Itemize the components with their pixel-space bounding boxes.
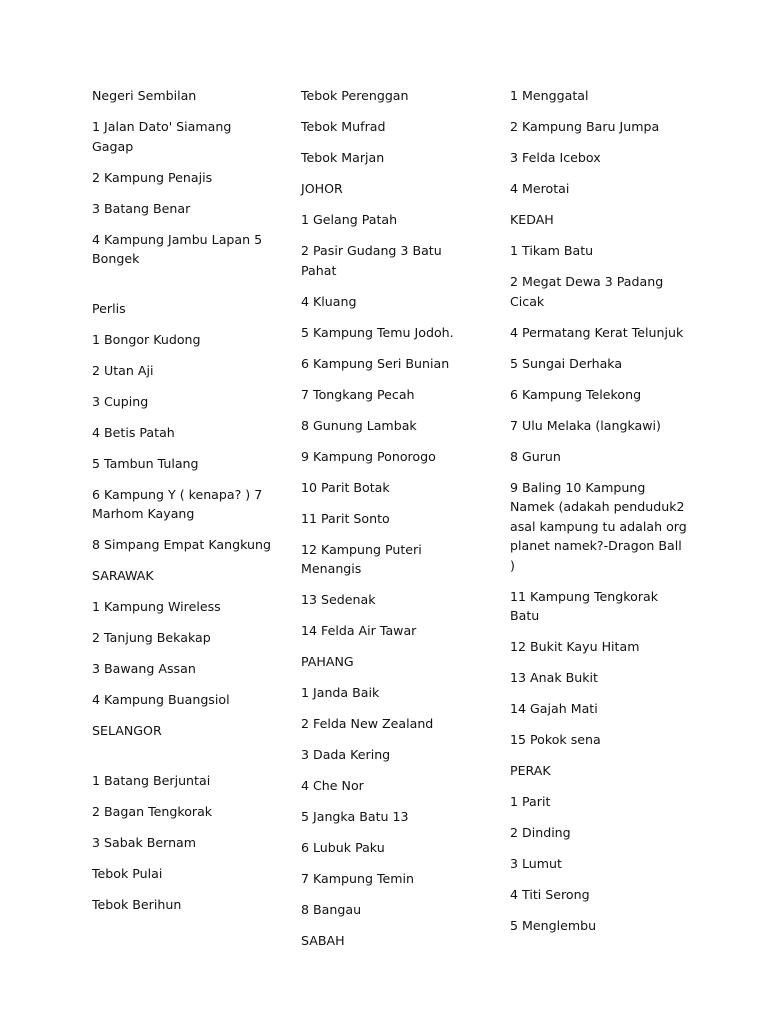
list-item: 6 Kampung Seri Bunian [301, 355, 450, 371]
list-item: 10 Parit Botak [301, 479, 390, 495]
column-3 [510, 86, 690, 947]
list-item: 12 Kampung Puteri Menangis [301, 541, 422, 576]
list-item: 4 Kampung Buangsiol [92, 692, 230, 707]
list-item: 4 Kluang [301, 293, 357, 309]
list-item: 3 Bawang Assan [92, 661, 196, 676]
list-item: 2 Megat Dewa 3 Padang Cicak [510, 274, 664, 309]
list-item: 5 Tambun Tulang [92, 455, 199, 471]
section-heading: PAHANG [301, 654, 354, 669]
list-item: 13 Sedenak [301, 592, 376, 607]
list-item: 1 Batang Berjuntai [92, 772, 211, 788]
list-item: 3 Lumut [510, 856, 562, 871]
list-item: 1 Menggatal [510, 88, 589, 103]
list-item: 2 Felda New Zealand [301, 716, 434, 731]
list-item: 4 Betis Patah [92, 424, 175, 440]
list-item: 5 Jangka Batu 13 [301, 809, 409, 824]
list-item: 13 Anak Bukit [510, 670, 598, 685]
list-item: Tebok Marjan [301, 150, 385, 165]
list-item: 3 Dada Kering [301, 747, 391, 762]
list-item: 1 Kampung Wireless [92, 599, 221, 614]
list-item: 4 Che Nor [301, 778, 364, 793]
list-item: 11 Parit Sonto [301, 510, 390, 526]
list-item: 3 Felda Icebox [510, 150, 601, 165]
list-item: 9 Kampung Ponorogo [301, 448, 436, 464]
list-item: 2 Bagan Tengkorak [92, 803, 213, 819]
list-item: 4 Permatang Kerat Telunjuk [510, 324, 684, 340]
list-item: 8 Bangau [301, 902, 362, 917]
list-item: 2 Kampung Penajis [92, 169, 213, 185]
list-item: Tebok Perenggan [301, 88, 409, 103]
list-item: 3 Batang Benar [92, 200, 191, 216]
section-heading: KEDAH [510, 212, 554, 227]
list-item: 7 Tongkang Pecah [301, 386, 415, 402]
list-item: 14 Felda Air Tawar [301, 623, 417, 638]
list-item: 4 Titi Serong [510, 887, 590, 902]
list-item: Tebok Berihun [92, 896, 182, 912]
list-item: 8 Simpang Empat Kangkung [92, 537, 271, 552]
list-item: 15 Pokok sena [510, 732, 601, 747]
list-item: 14 Gajah Mati [510, 701, 598, 716]
list-item: 8 Gurun [510, 448, 561, 464]
list-item: 2 Kampung Baru Jumpa [510, 119, 660, 134]
list-item: 5 Kampung Temu Jodoh. [301, 324, 454, 340]
list-item: 7 Kampung Temin [301, 871, 415, 886]
list-item: 1 Bongor Kudong [92, 331, 201, 347]
list-item: 1 Gelang Patah [301, 212, 398, 227]
list-item: 7 Ulu Melaka (langkawi) [510, 417, 661, 433]
list-item: 5 Sungai Derhaka [510, 355, 623, 371]
column-2 [301, 86, 481, 962]
list-item: 1 Parit [510, 794, 551, 809]
list-item: 6 Kampung Y ( kenapa? ) 7 Marhom Kayang [92, 486, 263, 521]
list-item: Tebok Pulai [92, 865, 163, 881]
section-heading: SABAH [301, 933, 345, 948]
list-item: 3 Cuping [92, 393, 149, 409]
list-item: 12 Bukit Kayu Hitam [510, 639, 640, 654]
section-heading: PERAK [510, 763, 551, 778]
list-item: Tebok Mufrad [301, 119, 386, 134]
list-item: 5 Menglembu [510, 918, 597, 933]
list-item: 1 Janda Baik [301, 685, 380, 700]
list-item: 1 Jalan Dato' Siamang Gagap [92, 119, 232, 154]
section-heading: SELANGOR [92, 723, 162, 738]
list-item: 8 Gunung Lambak [301, 417, 417, 433]
list-item: 1 Tikam Batu [510, 243, 594, 258]
list-item: 4 Kampung Jambu Lapan 5 Bongek [92, 231, 263, 266]
list-item: 6 Lubuk Paku [301, 840, 385, 855]
list-item: 2 Tanjung Bekakap [92, 630, 211, 645]
column-1 [92, 86, 272, 926]
list-item: 2 Pasir Gudang 3 Batu Pahat [301, 243, 442, 278]
list-item: 4 Merotai [510, 181, 570, 196]
list-item: 9 Baling 10 Kampung Namek (adakah penduduk2 asal kampung tu adalah org planet namek?-Dragon Ball ) [510, 479, 687, 573]
list-item: 6 Kampung Telekong [510, 386, 642, 402]
section-heading: SARAWAK [92, 568, 154, 583]
section-heading: JOHOR [301, 181, 343, 196]
list-item: 3 Sabak Bernam [92, 834, 197, 850]
list-item: 11 Kampung Tengkorak Batu [510, 588, 659, 623]
list-item: Negeri Sembilan [92, 88, 197, 103]
list-item: 2 Dinding [510, 825, 571, 840]
list-item: 2 Utan Aji [92, 362, 154, 378]
section-heading: Perlis [92, 300, 126, 316]
